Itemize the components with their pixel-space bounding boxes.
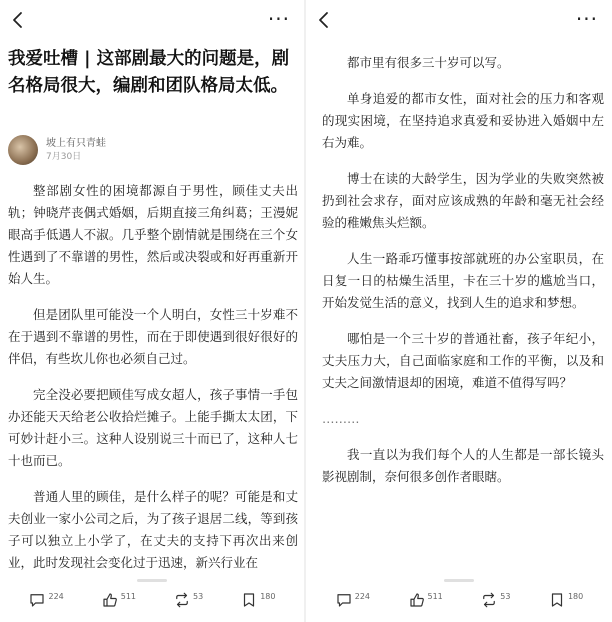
comment-button[interactable] [28,591,63,609]
post-date: 7月30日 [46,151,82,162]
paragraph: 我一直以为我们每个人的人生都是一部长镜头影视剧制，奈何很多创作者眼瞎。 [322,447,604,484]
paragraph: 普通人里的顾佳，是什么样子的呢？可能是和丈夫创业一家小公司之后，为了孩子退居二线，等到孩子可以独立上小学了，在丈夫的支持下再次出来创业，此时发现社会变化过于迅速，新兴行业在 [8,489,298,570]
top-bar [306,0,612,44]
article-body [8,180,298,588]
paragraph: 人生一路乖巧懂事按部就班的办公室职员，在日复一日的枯燥生活里，卡在三十岁的尴尬当口，开始发觉生活的意义，找到人生的追求和梦想。 [322,251,604,310]
repost-count: 53 [193,591,204,601]
paragraph: 博士在读的大龄学生，因为学业的失败突然被扔到社会求存，面对应该成熟的年龄和毫无社会经验的稚嫩焦头烂额。 [322,171,604,230]
comment-button[interactable] [335,591,370,609]
like-icon [408,591,426,609]
paragraph: 单身追爱的都市女性，面对社会的压力和客观的现实困境，在坚持追求真爱和妥协进入婚姻中左右为难。 [322,91,604,150]
author-meta [46,137,106,164]
comment-count: 224 [354,591,371,601]
favorite-count: 180 [260,591,276,601]
author-name[interactable]: 坡上有只青蛙 [46,137,106,149]
more-dots-icon[interactable]: ··· [267,7,290,31]
like-count: 511 [427,591,443,601]
bookmark-icon [548,591,566,609]
comment-count: 224 [48,591,64,601]
back-arrow-icon[interactable] [312,8,336,32]
action-bar [0,578,304,622]
favorite-button[interactable] [240,591,275,609]
repost-count: 53 [500,591,511,601]
more-dots-icon[interactable]: ··· [575,7,598,31]
article-title: 我爱吐槽 | 这部剧最大的问题是，剧名格局很大，编剧和团队格局太低。 [8,49,290,96]
like-count: 511 [120,591,137,601]
paragraph: 完全没必要把顾佳写成女超人，孩子事情一手包办还能天天给老公收拾烂摊子。上能手撕太太团，下可妙计赶小三。这种人设别说三十而已了，这种人七十也而已。 [8,387,298,468]
back-arrow-icon[interactable] [6,8,30,32]
right-screen [306,0,612,622]
repost-icon [480,591,498,609]
action-bar [306,578,612,622]
like-button[interactable] [101,591,136,609]
paragraph: 但是团队里可能没一个人明白，女性三十岁难不在于遇到不靠谱的男性，而在于即使遇到很好很好的伴侣，有些坎儿你也必须自己过。 [8,307,298,366]
drag-handle [444,579,474,582]
drag-handle [137,579,167,582]
like-button[interactable] [408,591,443,609]
avatar[interactable] [8,135,38,165]
like-icon [101,591,119,609]
repost-button[interactable] [480,591,510,609]
author-block[interactable] [8,132,106,168]
paragraph: 整部剧女性的困境都源自于男性，顾佳丈夫出轨；钟晓芹丧偶式婚姻，后期直接三角纠葛；王漫妮眼高手低遇人不淑。几乎整个剧情就是围绕在三个女性遇到了不靠谱的男性，然后或决裂或和好再重新开始人生。 [8,183,298,286]
repost-button[interactable] [173,591,203,609]
favorite-button[interactable] [548,591,583,609]
comment-icon [28,591,46,609]
favorite-count: 180 [567,591,584,601]
ellipsis-paragraph: ……… [322,411,360,426]
paragraph: 都市里有很多三十岁可以写。 [347,55,510,70]
paragraph: 哪怕是一个三十岁的普通社畜，孩子年纪小，丈夫压力大，自己面临家庭和工作的平衡，以及和丈夫之间激情退却的困境，难道不值得写吗？ [322,331,604,390]
comment-icon [335,591,353,609]
top-bar [0,0,304,44]
repost-icon [173,591,191,609]
bookmark-icon [240,591,258,609]
article-body [322,52,604,502]
